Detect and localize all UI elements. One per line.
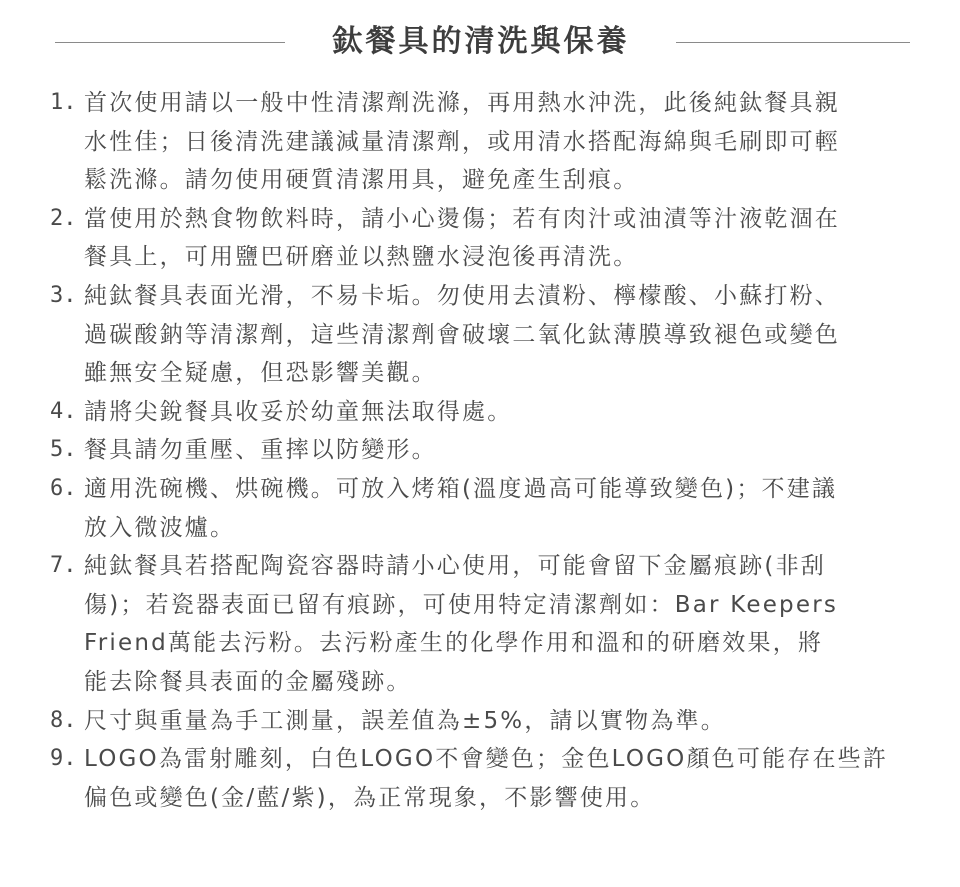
item-text-line: 餐具請勿重壓、重摔以防變形。 bbox=[84, 437, 437, 464]
item-number: 9. bbox=[50, 746, 77, 772]
item-text-line: 過碳酸鈉等清潔劑，這些清潔劑會破壞二氧化鈦薄膜導致褪色或變色 bbox=[84, 321, 840, 348]
list-item bbox=[50, 277, 920, 393]
item-text-line: 當使用於熱食物飲料時，請小心燙傷；若有肉汁或油漬等汁液乾涸在 bbox=[84, 205, 840, 232]
item-text-line: 水性佳；日後清洗建議減量清潔劑，或用清水搭配海綿與毛刷即可輕 bbox=[84, 128, 840, 155]
item-text-line: 鬆洗滌。請勿使用硬質清潔用具，避免產生刮痕。 bbox=[84, 167, 639, 194]
list-item bbox=[50, 470, 920, 547]
title-rule-right bbox=[676, 42, 910, 43]
page-title: 鈦餐具的清洗與保養 bbox=[332, 24, 630, 59]
title-rule-left bbox=[55, 42, 285, 43]
item-text-line: 純鈦餐具表面光滑，不易卡垢。勿使用去漬粉、檸檬酸、小蘇打粉、 bbox=[84, 282, 840, 309]
item-text-line: 餐具上，可用鹽巴研磨並以熱鹽水浸泡後再清洗。 bbox=[84, 244, 639, 271]
list-item bbox=[50, 84, 920, 200]
item-number: 2. bbox=[50, 205, 77, 231]
item-text-line: 放入微波爐。 bbox=[84, 514, 236, 541]
list-item bbox=[50, 200, 920, 277]
item-number: 7. bbox=[50, 553, 77, 579]
item-text-line: 請將尖銳餐具收妥於幼童無法取得處。 bbox=[84, 398, 513, 425]
item-text-line: 首次使用請以一般中性清潔劑洗滌，再用熱水沖洗，此後純鈦餐具親 bbox=[84, 90, 840, 116]
item-number: 4. bbox=[50, 398, 77, 424]
list-item bbox=[50, 431, 920, 470]
item-number: 1. bbox=[50, 90, 77, 115]
care-instructions-list bbox=[50, 84, 920, 817]
list-item bbox=[50, 702, 920, 741]
item-number: 3. bbox=[50, 282, 77, 308]
item-number: 8. bbox=[50, 707, 77, 733]
list-item bbox=[50, 393, 920, 432]
item-number: 5. bbox=[50, 437, 77, 463]
title-row bbox=[0, 18, 960, 66]
item-text-line: 純鈦餐具若搭配陶瓷容器時請小心使用，可能會留下金屬痕跡(非刮 bbox=[84, 553, 826, 580]
item-number: 6. bbox=[50, 475, 77, 501]
item-text-line: 偏色或變色(金/藍/紫)，為正常現象，不影響使用。 bbox=[84, 784, 656, 811]
item-text-line: 雖無安全疑慮，但恐影響美觀。 bbox=[84, 360, 437, 387]
item-text-line: LOGO為雷射雕刻，白色LOGO不會變色；金色LOGO顏色可能存在些許 bbox=[84, 746, 889, 773]
item-text-line: 傷)；若瓷器表面已留有痕跡，可使用特定清潔劑如：Bar Keepers bbox=[84, 591, 839, 618]
item-text-line: 適用洗碗機、烘碗機。可放入烤箱(溫度過高可能導致變色)；不建議 bbox=[84, 475, 838, 502]
item-text-line: Friend萬能去污粉。去污粉產生的化學作用和溫和的研磨效果，將 bbox=[84, 630, 824, 657]
item-text-line: 能去除餐具表面的金屬殘跡。 bbox=[84, 668, 412, 695]
list-item bbox=[50, 740, 920, 817]
list-item bbox=[50, 547, 920, 701]
item-text-line: 尺寸與重量為手工測量，誤差值為±5%，請以實物為準。 bbox=[84, 707, 726, 734]
